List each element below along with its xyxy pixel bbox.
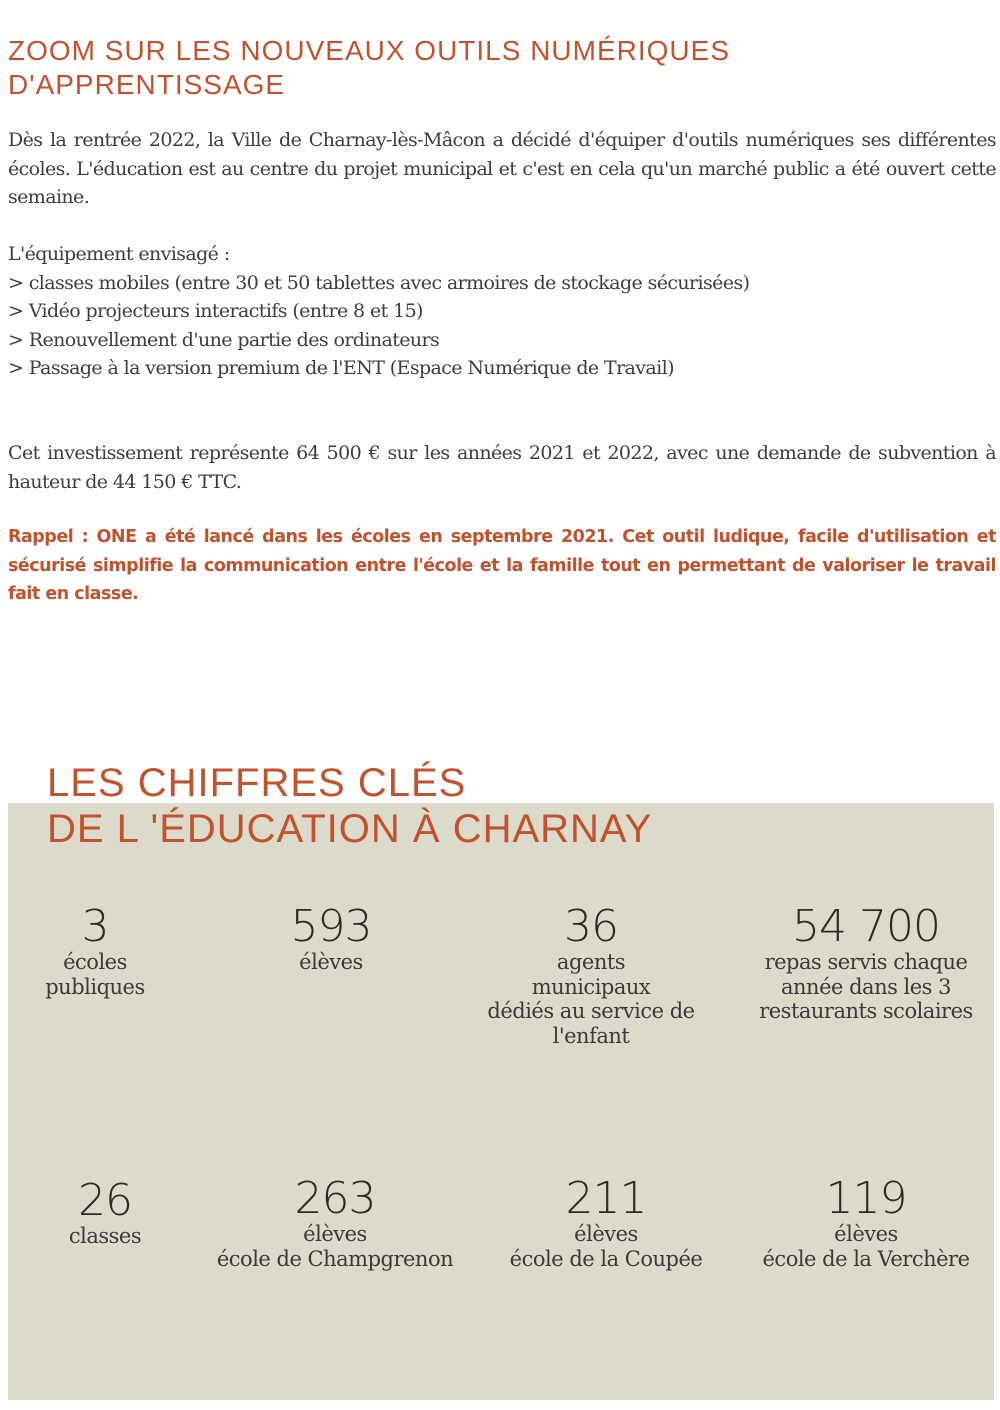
stat-label: repas servis chaque année dans les 3 restaurants scolaires (759, 950, 973, 1023)
list-item: > classes mobiles (entre 30 et 50 tablettes avec armoires de stockage sécurisées) (8, 271, 750, 294)
equipment-list-heading: L'équipement envisagé : (8, 243, 230, 265)
stat-number: 3 (81, 901, 109, 952)
key-figures-panel (8, 803, 994, 1400)
stat-coupee (486, 1173, 726, 1271)
section-title-line: D'APPRENTISSAGE (8, 69, 286, 100)
equipment-list (8, 240, 749, 383)
list-item: > Vidéo projecteurs interactifs (entre 8 et 15) (8, 300, 423, 322)
stat-champgrenon (215, 1173, 455, 1271)
stat-label: élèves (299, 950, 363, 974)
stat-label: écoles publiques (45, 950, 145, 999)
investment-paragraph: Cet investissement représente 64 500 € sur les années 2021 et 2022, avec une demande de subvention à hauteur de 44 150 € TTC. (8, 442, 996, 493)
stat-label: classes (68, 1224, 142, 1248)
stat-pupils (211, 901, 451, 975)
stat-classes (0, 1175, 225, 1249)
list-item: > Renouvellement d'une partie des ordinateurs (8, 328, 440, 351)
list-item: > Passage à la version premium de l'ENT (Espace Numérique de Travail) (8, 357, 674, 379)
key-figures-title-line: LES CHIFFRES CLÉS (47, 761, 467, 805)
stat-label: élèves école de la Coupée (509, 1222, 703, 1271)
stat-public-schools (0, 901, 215, 999)
stat-number: 26 (78, 1175, 132, 1226)
stat-label: agents municipaux dédiés au service de l'enfant (487, 950, 695, 1048)
stat-meals (746, 901, 986, 1024)
intro-paragraph: Dès la rentrée 2022, la Ville de Charnay-lès-Mâcon a décidé d'équiper d'outils numériques ses différentes écoles. L'éducation est au centre du projet municipal et c'est en cela qu'un marché public a été ouvert cette semaine. (8, 129, 996, 208)
stat-agents (471, 901, 711, 1048)
stat-number: 211 (565, 1173, 647, 1224)
stat-number: 54 700 (792, 901, 940, 952)
section-title-line: ZOOM SUR LES NOUVEAUX OUTILS NUMÉRIQUES (8, 35, 730, 66)
stat-number: 593 (290, 901, 372, 952)
stat-label: élèves école de la Verchère (762, 1222, 970, 1271)
key-figures-title-line: DE L 'ÉDUCATION À CHARNAY (47, 807, 653, 851)
stat-number: 263 (294, 1173, 376, 1224)
key-figures-title (47, 760, 652, 852)
stat-number: 36 (564, 901, 618, 952)
reminder-paragraph: Rappel : ONE a été lancé dans les écoles en septembre 2021. Cet outil ludique, facile d'utilisation et sécurisé simplifie la communication entre l'école et la famille tout en permettant de valoriser le travail fait en classe. (8, 527, 996, 604)
stat-verchere (746, 1173, 986, 1271)
section-title (8, 34, 730, 102)
stat-label: élèves école de Champgrenon (216, 1222, 454, 1271)
stat-number: 119 (825, 1173, 907, 1224)
